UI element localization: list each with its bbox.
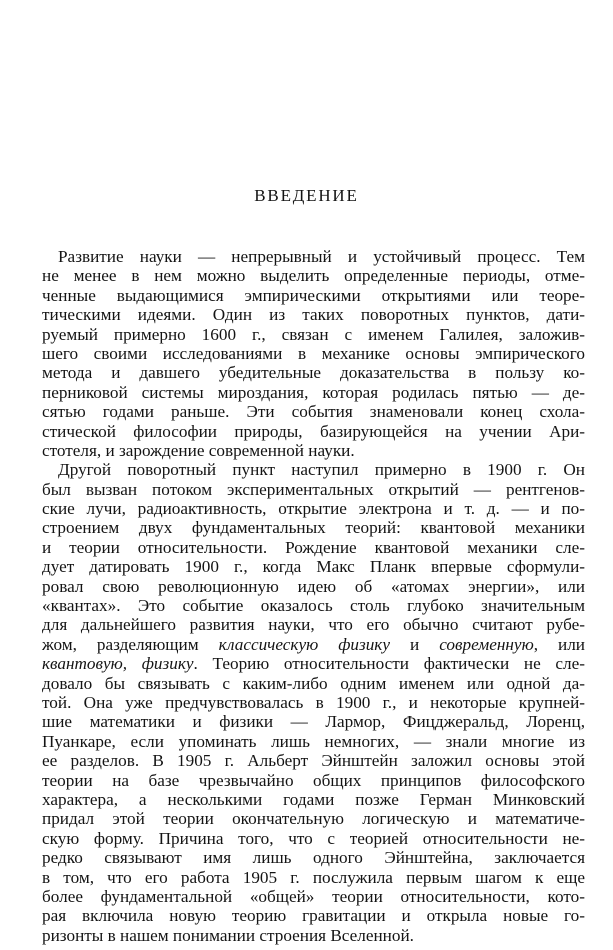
text-line: для дальнейшего развития науки, что его обычно считают рубе-	[42, 615, 585, 635]
text-line: ее разделов. В 1905 г. Альберт Эйнштейн заложил основы этой	[42, 751, 585, 771]
text-line: характера, а несколькими годами позже Герман Минковский	[42, 789, 585, 809]
text-line: придал этой теории окончательную логическую и математиче-	[42, 809, 585, 829]
text-line: перниковой системы мироздания, которая родилась пятью — де-	[42, 382, 585, 402]
text-line: ризонты в нашем понимании строения Вселенной.	[42, 925, 414, 945]
text-line: квантовую, физику. Теорию относительности фактически не сле-	[42, 654, 585, 674]
text-line: Развитие науки — непрерывный и устойчивый процесс. Тем	[58, 247, 585, 266]
text-line: в том, что его работа 1905 г. послужила первым шагом к еще	[42, 867, 585, 887]
text-line: Пуанкаре, если упоминать лишь немногих, — знали многие из	[42, 731, 585, 751]
text-line: не менее в нем можно выделить определенные периоды, отме-	[42, 266, 585, 286]
text-line: ские лучи, радиоактивность, открытие электрона и т. д. — и по-	[42, 499, 585, 519]
text-line: метода и давшего убедительные доказательства в пользу ко-	[42, 363, 585, 383]
text-line: был вызван потоком экспериментальных открытий — рентгенов-	[42, 479, 585, 499]
text-line: довало бы связывать с каким-либо одним именем или одной да-	[42, 673, 585, 693]
text-line: теории на базе чрезвычайно общих принципов философского	[42, 770, 585, 790]
text-line: шего своими исследованиями в механике основы эмпирического	[42, 343, 585, 363]
italic-term: классическую физику	[218, 634, 390, 654]
text-line: Другой поворотный пункт наступил примерно в 1900 г. Он	[58, 460, 585, 480]
text-line: стической философии природы, базирующейся на учении Ари-	[42, 421, 585, 441]
chapter-body	[42, 247, 585, 945]
italic-term: современную	[439, 634, 534, 654]
text-line: той. Она уже предчувствовалась в 1900 г., и некоторые крупней-	[42, 692, 585, 712]
paragraph	[42, 460, 585, 945]
text-line: сятью годами раньше. Эти события знаменовали конец схола-	[42, 402, 585, 422]
text-line: ровал свою революционную идею об «атомах энергии», или	[42, 576, 585, 596]
chapter-title: ВВЕДЕНИЕ	[254, 186, 359, 205]
text-line: жом, разделяющим классическую физику и современную, или	[42, 634, 585, 654]
text-line: «квантах». Это событие оказалось столь глубоко значительным	[42, 596, 585, 616]
text-line: строением двух фундаментальных теорий: квантовой механики	[42, 518, 585, 538]
text-line: стотеля, и зарождение современной науки.	[42, 440, 355, 460]
italic-term: квантовую, физику	[42, 654, 194, 674]
text-line: ченные выдающимися эмпирическими открытиями или теоре-	[42, 285, 585, 305]
text-line: скую форму. Причина того, что с теорией относительности не-	[42, 828, 585, 848]
text-line: рая включила новую теорию гравитации и открыла новые го-	[42, 906, 585, 926]
text-line: редко связывают имя лишь одного Эйнштейна, заключается	[42, 848, 585, 868]
paragraph	[42, 247, 585, 460]
text-line: руемый примерно 1600 г., связан с именем Галилея, заложив-	[42, 324, 585, 344]
text-line: дует датировать 1900 г., когда Макс Планк впервые сформули-	[42, 557, 585, 577]
text-line: шие математики и физики — Лармор, Фицджеральд, Лоренц,	[42, 712, 585, 732]
text-line: тическими идеями. Один из таких поворотных пунктов, дати-	[42, 305, 585, 325]
text-line: более фундаментальной «общей» теории относительности, кото-	[42, 886, 585, 906]
text-line: и теории относительности. Рождение квантовой механики сле-	[42, 537, 585, 557]
